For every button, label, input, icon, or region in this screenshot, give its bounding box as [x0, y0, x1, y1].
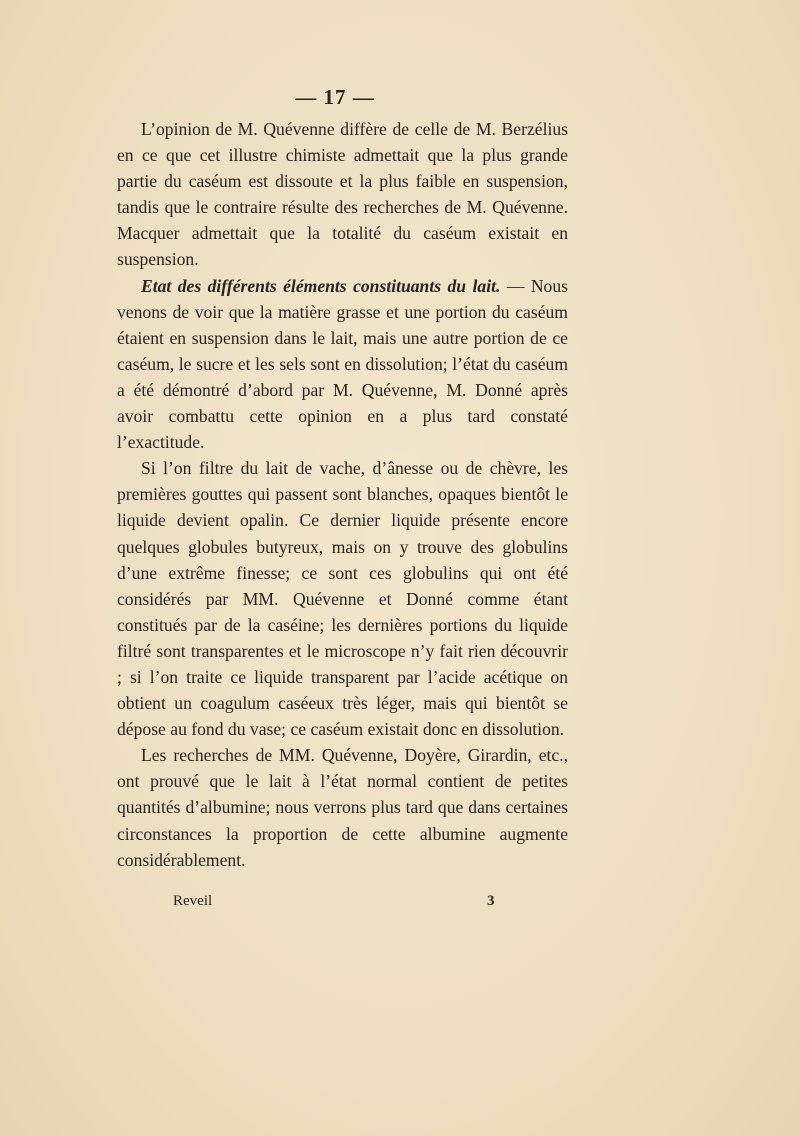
paragraph-1-text: L’opinion de M. Quévenne diffère de celle de M. Berzélius en ce que cet illustre chimiste admettait que la plus grande partie du caséum est dissoute et la plus faible en suspension, tandis que le contraire résulte des recherches de M. Quévenne. Macquer admettait que la totalité du caséum existait en suspension.	[117, 119, 568, 270]
sheet-number: 3	[487, 893, 495, 909]
paragraph-2-text: — Nous venons de voir que la matière grasse et une portion du caséum étaient en suspension dans le lait, mais une autre portion de ce caséum, le sucre et les sels sont en dissolution; l’état du caséum a été démontré d’abord par M. Quévenne, M. Donné après avoir combattu cette opinion en a plus tard constaté l’exactitude.	[117, 275, 568, 453]
paragraph-2	[117, 273, 568, 456]
footer-signature: Reveil	[173, 893, 213, 909]
paragraph-4	[117, 742, 568, 872]
paragraph-4-text: Les recherches de MM. Quévenne, Doyère, Girardin, etc., ont prouvé que le lait à l’état normal contient de petites quantités d’albumine; nous verrons plus tard que dans certaines circonstances la proportion de cette albumine augmente considérablement.	[117, 745, 568, 870]
paragraph-1	[117, 116, 568, 273]
body-text	[117, 116, 568, 873]
section-subtitle: Etat des différents éléments constituants du lait.	[141, 275, 501, 296]
paragraph-3-text: Si l’on filtre du lait de vache, d’ânesse ou de chèvre, les premières gouttes qui passent sont blanches, opaques bientôt le liquide devient opalin. Ce dernier liquide présente encore quelques globules butyreux, mais on y trouve des globulins d’une extrême finesse; ce sont ces globulins qui ont été considérés par MM. Quévenne et Donné comme étant constitués par de la caséine; les dernières portions du liquide filtré sont transparentes et le microscope n’y fait rien découvrir ; si l’on traite ce liquide transparent par l’acide acétique on obtient un coagulum caséeux très léger, mais qui bientôt se dépose au fond du vase; ce caséum existait donc en dissolution.	[117, 458, 568, 740]
paragraph-3	[117, 455, 568, 742]
page-number: — 17 —	[295, 85, 375, 109]
page-footer	[0, 893, 800, 915]
